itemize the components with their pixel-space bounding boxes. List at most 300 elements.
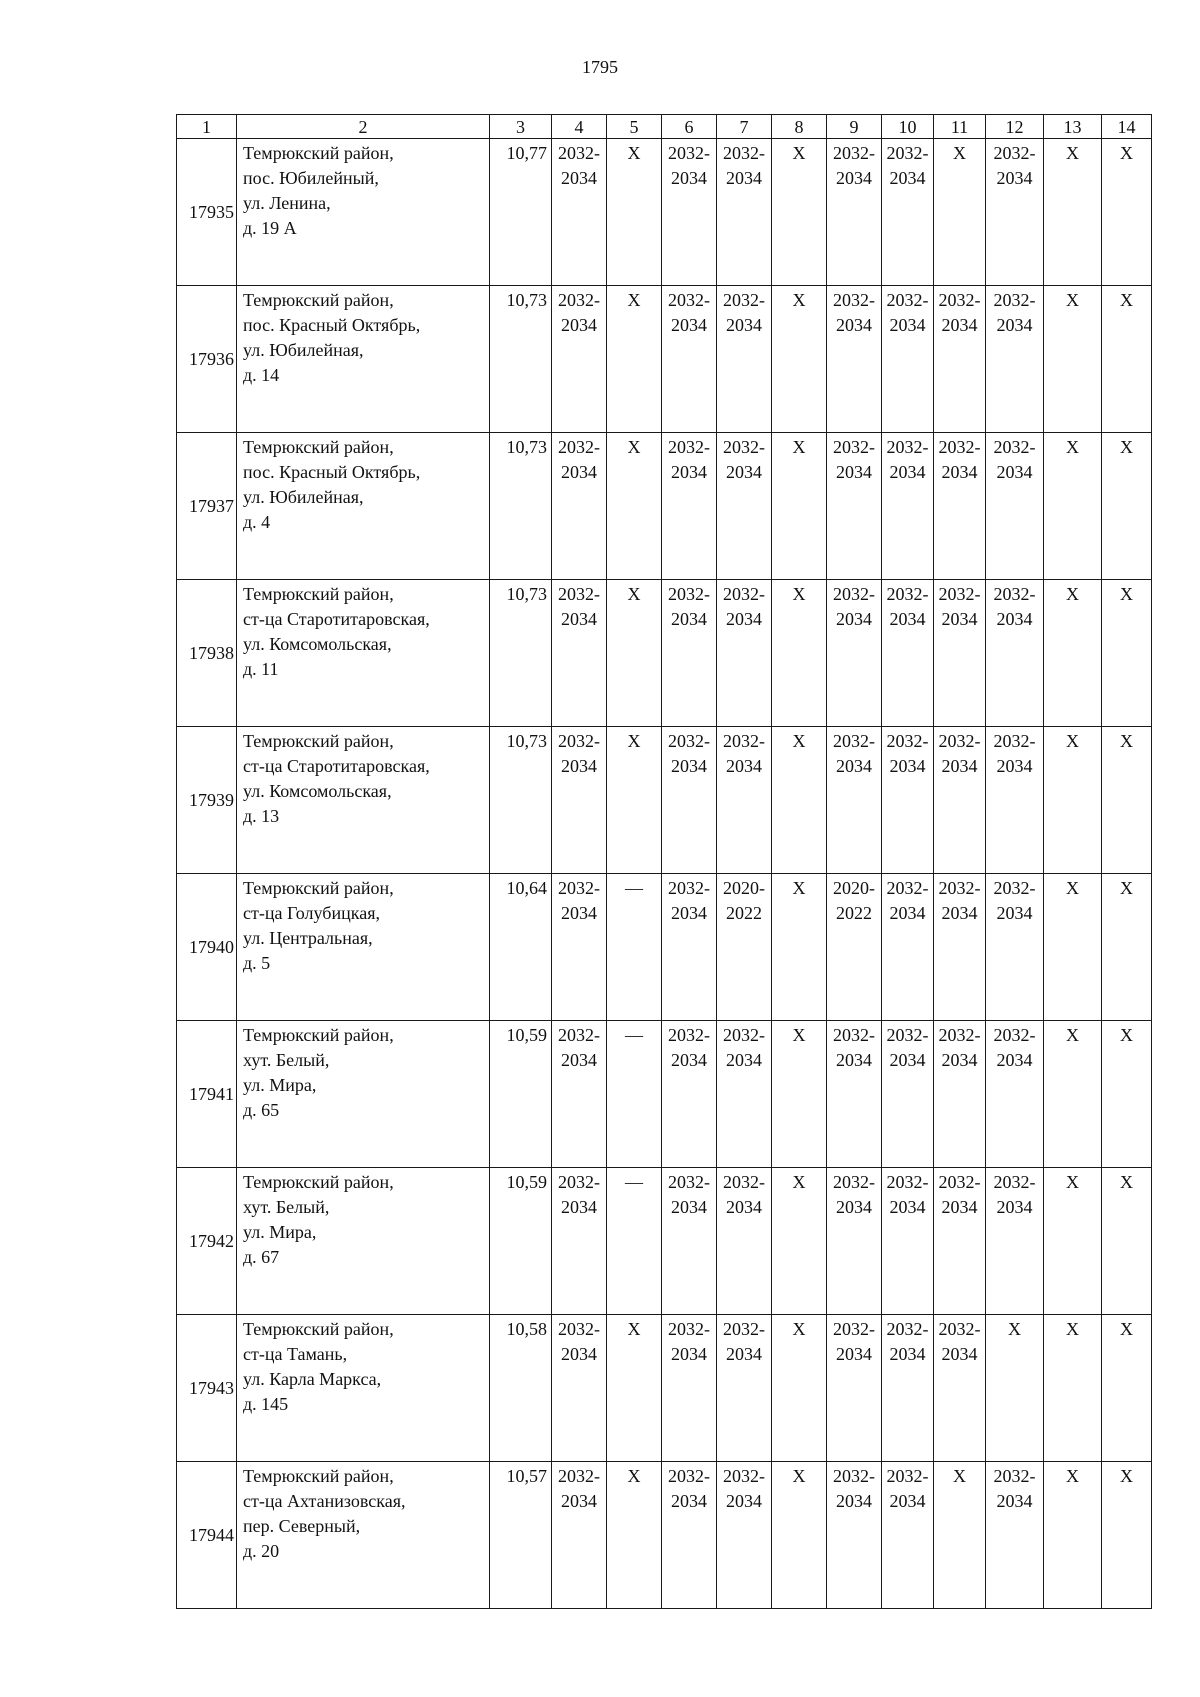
period-text: X [1120,1025,1133,1045]
period-cell-col-10 [882,727,934,874]
period-text: X [1120,437,1133,457]
address-cell [237,1168,490,1315]
period-cell-col-11 [934,1021,986,1168]
period-cell-col-6 [662,1462,717,1609]
address-line: Темрюкский район, [243,1025,394,1045]
period-text: 2020- 2022 [833,878,875,923]
period-text: 2032- 2034 [668,437,710,482]
period-cell-col-12 [986,139,1044,286]
address-line: ул. Мира, [243,1075,317,1095]
period-text: X [792,143,806,163]
address-line: Темрюкский район, [243,878,394,898]
period-cell-col-9 [827,1462,882,1609]
period-text: X [627,584,641,604]
address-line: хут. Белый, [243,1050,330,1070]
period-text: 2032- 2034 [558,143,600,188]
period-cell-col-12 [986,1021,1044,1168]
address-cell [237,874,490,1021]
period-text: X [792,290,806,310]
address-line: ул. Комсомольская, [243,781,392,801]
address-line: д. 4 [243,512,271,532]
period-text: X [1066,290,1079,310]
period-text: X [1066,584,1079,604]
address-cell [237,580,490,727]
row-number: 17941 [177,1021,237,1168]
period-text: 2032- 2034 [558,290,600,335]
row-number: 17936 [177,286,237,433]
period-cell-col-7 [717,139,772,286]
period-text: 2032- 2034 [833,437,875,482]
period-text: X [1066,437,1079,457]
period-cell-col-4 [552,1462,607,1609]
address-line: Темрюкский район, [243,290,394,310]
table-row [177,874,1152,1021]
address-line: д. 5 [243,953,271,973]
address-line: ст-ца Голубицкая, [243,903,380,923]
column-header-9: 9 [827,115,882,139]
row-number: 17944 [177,1462,237,1609]
period-text: X [627,290,641,310]
table-row [177,433,1152,580]
period-cell-col-4 [552,286,607,433]
address-cell [237,1315,490,1462]
period-cell-col-11 [934,1462,986,1609]
period-text: 2032- 2034 [993,584,1036,629]
address-line: пос. Красный Октябрь, [243,315,421,335]
period-text: 2032- 2034 [938,584,981,629]
period-cell-col-6 [662,874,717,1021]
period-cell-col-13 [1044,727,1102,874]
period-cell-col-14 [1102,580,1152,727]
period-text: 2032- 2034 [723,1172,765,1217]
column-header-2: 2 [237,115,490,139]
value-cell: 10,73 [490,286,552,433]
table-body [177,115,1152,1609]
period-cell-col-14 [1102,1462,1152,1609]
period-cell-col-6 [662,727,717,874]
period-text: 2032- 2034 [723,437,765,482]
period-cell-col-13 [1044,580,1102,727]
period-cell-col-5 [607,286,662,433]
period-cell-col-4 [552,1168,607,1315]
period-text: X [1120,1319,1133,1339]
address-line: Темрюкский район, [243,1172,394,1192]
column-header-5: 5 [607,115,662,139]
period-text: 2032- 2034 [723,584,765,629]
period-text: 2032- 2034 [668,878,710,923]
address-cell [237,139,490,286]
period-cell-col-11 [934,1168,986,1315]
period-cell-col-5 [607,1315,662,1462]
period-cell-col-14 [1102,286,1152,433]
address-cell [237,727,490,874]
period-cell-col-10 [882,1315,934,1462]
period-text: 2032- 2034 [993,878,1036,923]
period-text: 2032- 2034 [723,731,765,776]
period-cell-col-9 [827,1168,882,1315]
period-text: 2032- 2034 [833,731,875,776]
period-cell-col-14 [1102,1315,1152,1462]
period-text: 2032- 2034 [833,143,875,188]
period-cell-col-4 [552,1315,607,1462]
address-line: Темрюкский район, [243,731,394,751]
value-cell: 10,73 [490,433,552,580]
period-text: X [1008,1319,1021,1339]
table-row [177,139,1152,286]
period-text: X [1066,1172,1079,1192]
period-text: 2032- 2034 [668,1466,710,1511]
address-line: ст-ца Ахтанизовская, [243,1491,406,1511]
table-row [177,1462,1152,1609]
value-cell: 10,64 [490,874,552,1021]
period-text: X [1120,1172,1133,1192]
period-cell-col-10 [882,1168,934,1315]
period-cell-col-10 [882,580,934,727]
table-row [177,1168,1152,1315]
period-cell-col-5 [607,874,662,1021]
period-text: 2032- 2034 [833,1172,875,1217]
period-text: 2032- 2034 [558,1172,600,1217]
period-cell-col-8 [772,433,827,580]
period-text: X [792,731,806,751]
period-text: 2032- 2034 [993,1466,1036,1511]
period-text: X [953,1466,966,1486]
column-header-3: 3 [490,115,552,139]
period-text: 2032- 2034 [723,290,765,335]
value-cell: 10,57 [490,1462,552,1609]
period-text: 2032- 2034 [668,731,710,776]
period-text: — [625,1172,643,1192]
period-text: 2032- 2034 [723,1466,765,1511]
address-line: Темрюкский район, [243,437,394,457]
address-line: Темрюкский район, [243,1466,394,1486]
period-cell-col-10 [882,1021,934,1168]
period-cell-col-8 [772,1315,827,1462]
period-text: X [1120,731,1133,751]
period-text: 2032- 2034 [668,143,710,188]
period-cell-col-11 [934,727,986,874]
period-text: 2032- 2034 [938,878,981,923]
period-text: 2032- 2034 [938,437,981,482]
period-text: 2032- 2034 [938,1172,981,1217]
row-number: 17939 [177,727,237,874]
address-line: д. 67 [243,1247,280,1267]
period-text: 2032- 2034 [993,437,1036,482]
period-text: 2032- 2034 [833,584,875,629]
period-text: X [792,437,806,457]
period-cell-col-12 [986,286,1044,433]
address-line: ул. Центральная, [243,928,373,948]
row-number: 17940 [177,874,237,1021]
address-line: Темрюкский район, [243,584,394,604]
period-text: 2032- 2034 [833,1319,875,1364]
period-text: 2032- 2034 [833,1466,875,1511]
period-text: 2032- 2034 [558,731,600,776]
address-cell [237,433,490,580]
column-header-14: 14 [1102,115,1152,139]
period-text: 2032- 2034 [833,1025,875,1070]
period-text: 2032- 2034 [668,584,710,629]
period-text: 2032- 2034 [993,290,1036,335]
period-cell-col-6 [662,139,717,286]
period-text: 2032- 2034 [886,1319,929,1364]
period-cell-col-5 [607,433,662,580]
period-text: 2032- 2034 [886,290,929,335]
value-cell: 10,58 [490,1315,552,1462]
period-text: — [625,1025,643,1045]
address-line: хут. Белый, [243,1197,330,1217]
period-text: X [1120,143,1133,163]
period-text: 2032- 2034 [938,1319,981,1364]
period-text: 2020- 2022 [723,878,765,923]
period-cell-col-13 [1044,874,1102,1021]
period-cell-col-11 [934,139,986,286]
period-cell-col-14 [1102,1021,1152,1168]
period-text: 2032- 2034 [993,731,1036,776]
period-cell-col-9 [827,433,882,580]
period-text: 2032- 2034 [938,290,981,335]
period-text: 2032- 2034 [668,1025,710,1070]
period-text: 2032- 2034 [668,1319,710,1364]
period-text: X [627,143,641,163]
period-text: X [1066,1466,1079,1486]
value-cell: 10,59 [490,1168,552,1315]
period-text: X [792,1025,806,1045]
period-cell-col-8 [772,1168,827,1315]
period-text: 2032- 2034 [558,437,600,482]
period-text: X [1066,878,1079,898]
period-text: 2032- 2034 [668,1172,710,1217]
period-cell-col-7 [717,286,772,433]
period-cell-col-14 [1102,874,1152,1021]
period-text: X [1066,143,1079,163]
table-row [177,1315,1152,1462]
period-text: 2032- 2034 [886,1466,929,1511]
period-text: X [627,1319,641,1339]
period-text: 2032- 2034 [886,143,929,188]
address-line: д. 13 [243,806,280,826]
period-cell-col-5 [607,1168,662,1315]
period-cell-col-9 [827,139,882,286]
period-cell-col-13 [1044,1462,1102,1609]
column-header-8: 8 [772,115,827,139]
address-line: ул. Карла Маркса, [243,1369,382,1389]
period-text: 2032- 2034 [993,1025,1036,1070]
period-cell-col-10 [882,874,934,1021]
register-table [176,114,1152,1609]
address-cell [237,286,490,433]
period-text: X [627,731,641,751]
period-text: 2032- 2034 [723,143,765,188]
value-cell: 10,77 [490,139,552,286]
period-cell-col-7 [717,1462,772,1609]
period-text: — [625,878,643,898]
value-cell: 10,59 [490,1021,552,1168]
value-cell: 10,73 [490,727,552,874]
period-text: 2032- 2034 [886,878,929,923]
period-cell-col-11 [934,1315,986,1462]
value-cell: 10,73 [490,580,552,727]
period-cell-col-5 [607,139,662,286]
period-text: 2032- 2034 [558,878,600,923]
period-text: 2032- 2034 [938,731,981,776]
period-cell-col-8 [772,1021,827,1168]
period-cell-col-9 [827,1021,882,1168]
row-number: 17943 [177,1315,237,1462]
period-text: X [953,143,966,163]
period-text: 2032- 2034 [833,290,875,335]
period-cell-col-13 [1044,286,1102,433]
period-cell-col-12 [986,1462,1044,1609]
page-number: 1795 [582,57,618,77]
period-cell-col-6 [662,1315,717,1462]
period-cell-col-5 [607,580,662,727]
period-text: 2032- 2034 [938,1025,981,1070]
period-cell-col-9 [827,286,882,433]
period-text: 2032- 2034 [723,1319,765,1364]
period-cell-col-7 [717,874,772,1021]
column-header-12: 12 [986,115,1044,139]
address-line: д. 65 [243,1100,280,1120]
period-cell-col-7 [717,580,772,727]
table-header-row [177,115,1152,139]
period-text: 2032- 2034 [886,1172,929,1217]
period-text: X [1120,878,1133,898]
period-cell-col-7 [717,1021,772,1168]
column-header-4: 4 [552,115,607,139]
period-cell-col-8 [772,874,827,1021]
address-line: ст-ца Старотитаровская, [243,609,430,629]
address-line: д. 145 [243,1394,289,1414]
period-cell-col-12 [986,1315,1044,1462]
period-cell-col-8 [772,1462,827,1609]
period-cell-col-13 [1044,1168,1102,1315]
address-line: ул. Мира, [243,1222,317,1242]
period-text: X [792,584,806,604]
period-text: 2032- 2034 [558,1025,600,1070]
period-cell-col-9 [827,727,882,874]
period-cell-col-10 [882,433,934,580]
period-cell-col-13 [1044,433,1102,580]
address-line: Темрюкский район, [243,143,394,163]
period-text: 2032- 2034 [993,143,1036,188]
period-cell-col-12 [986,727,1044,874]
period-text: 2032- 2034 [558,1319,600,1364]
period-cell-col-4 [552,433,607,580]
period-cell-col-10 [882,1462,934,1609]
column-header-7: 7 [717,115,772,139]
period-cell-col-6 [662,1168,717,1315]
address-line: ст-ца Тамань, [243,1344,348,1364]
period-cell-col-7 [717,433,772,580]
period-text: 2032- 2034 [886,584,929,629]
period-cell-col-9 [827,1315,882,1462]
period-cell-col-7 [717,1315,772,1462]
period-text: X [1120,1466,1133,1486]
period-cell-col-4 [552,139,607,286]
address-cell [237,1462,490,1609]
period-cell-col-10 [882,139,934,286]
row-number: 17937 [177,433,237,580]
period-text: X [627,437,641,457]
period-cell-col-4 [552,727,607,874]
period-text: X [1066,1319,1079,1339]
address-line: Темрюкский район, [243,1319,394,1339]
period-cell-col-5 [607,1462,662,1609]
period-text: X [627,1466,641,1486]
period-text: 2032- 2034 [886,1025,929,1070]
period-cell-col-8 [772,139,827,286]
table-row [177,286,1152,433]
period-cell-col-10 [882,286,934,433]
period-cell-col-14 [1102,433,1152,580]
column-header-6: 6 [662,115,717,139]
period-text: 2032- 2034 [723,1025,765,1070]
period-cell-col-12 [986,433,1044,580]
column-header-13: 13 [1044,115,1102,139]
period-cell-col-9 [827,874,882,1021]
table-row [177,1021,1152,1168]
period-cell-col-8 [772,580,827,727]
period-cell-col-13 [1044,1021,1102,1168]
period-cell-col-4 [552,1021,607,1168]
address-line: д. 14 [243,365,280,385]
table-row [177,727,1152,874]
address-cell [237,1021,490,1168]
period-text: 2032- 2034 [886,731,929,776]
period-cell-col-6 [662,580,717,727]
period-text: X [792,1466,806,1486]
address-line: ул. Комсомольская, [243,634,392,654]
period-cell-col-6 [662,286,717,433]
column-header-1: 1 [177,115,237,139]
address-line: ст-ца Старотитаровская, [243,756,430,776]
period-cell-col-12 [986,580,1044,727]
period-cell-col-11 [934,433,986,580]
row-number: 17935 [177,139,237,286]
period-cell-col-5 [607,727,662,874]
period-text: X [1120,290,1133,310]
table-row [177,580,1152,727]
period-cell-col-4 [552,874,607,1021]
column-header-11: 11 [934,115,986,139]
period-text: 2032- 2034 [886,437,929,482]
address-line: ул. Ленина, [243,193,331,213]
period-text: X [1066,1025,1079,1045]
period-cell-col-8 [772,727,827,874]
period-cell-col-8 [772,286,827,433]
period-cell-col-9 [827,580,882,727]
address-line: ул. Юбилейная, [243,487,364,507]
period-cell-col-4 [552,580,607,727]
period-text: 2032- 2034 [993,1172,1036,1217]
period-cell-col-11 [934,874,986,1021]
period-cell-col-13 [1044,139,1102,286]
period-text: 2032- 2034 [558,584,600,629]
period-cell-col-6 [662,1021,717,1168]
period-text: X [792,1172,806,1192]
period-text: X [1066,731,1079,751]
address-line: пос. Красный Октябрь, [243,462,421,482]
period-cell-col-6 [662,433,717,580]
row-number: 17938 [177,580,237,727]
period-cell-col-11 [934,286,986,433]
period-cell-col-11 [934,580,986,727]
address-line: д. 19 А [243,218,297,238]
period-text: 2032- 2034 [558,1466,600,1511]
address-line: пер. Северный, [243,1516,361,1536]
period-text: X [792,1319,806,1339]
